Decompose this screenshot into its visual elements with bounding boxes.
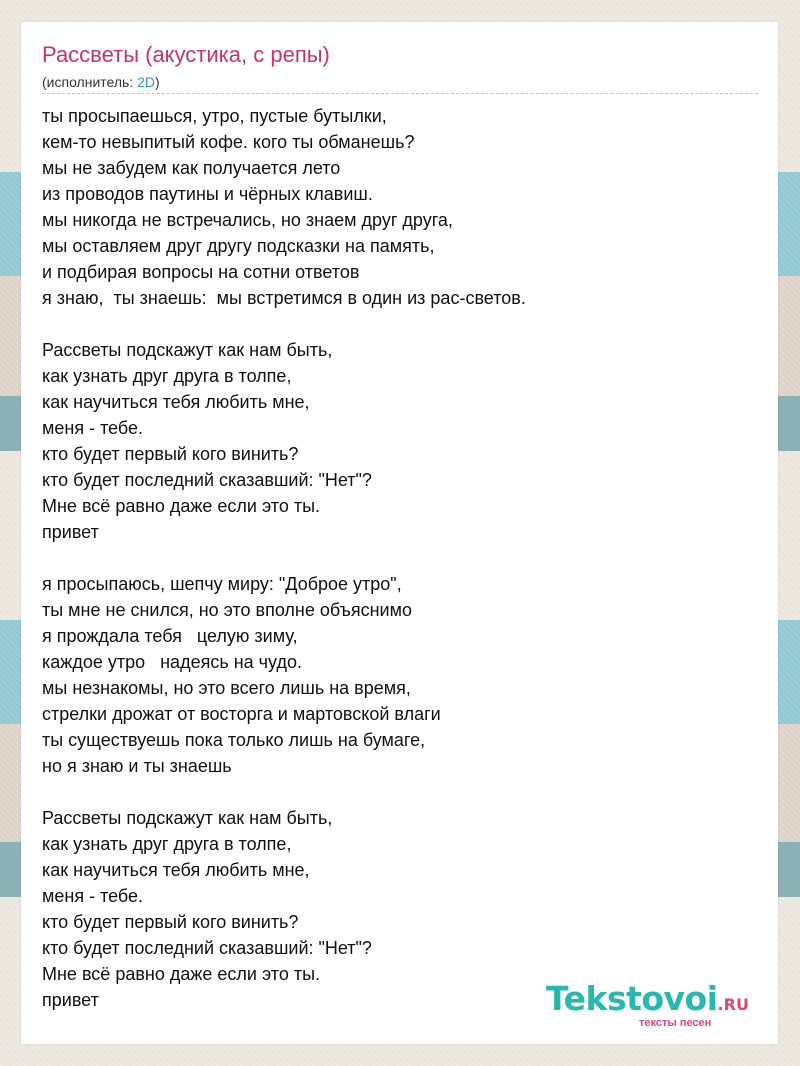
artist-suffix: ) [155,74,160,90]
title-divider [42,93,758,94]
artist-line [42,74,160,90]
logo-tld: .RU [717,995,749,1014]
lyrics-text: ты просыпаешься, утро, пустые бутылки, кем-то невыпитый кофе. кого ты обманешь? мы не забудем как получается лето из проводов паутины и чёрных клавиш. мы никогда не встречались, но знаем друг друга, мы оставляем друг другу подсказки на память, и подбирая вопросы на сотни ответов я знаю, ты знаешь: мы встретимся в один из рас-светов. Рассветы подскажут как нам быть, как узнать друг друга в толпе, как научиться тебя любить мне, меня - тебе. кто будет первый кого винить? кто будет последний сказавший: "Нет"? Мне всё равно даже если это ты. привет я просыпаюсь, шепчу миру: "Доброе утро", ты мне не снился, но это вполне объяснимо я прождала тебя целую зиму, каждое утро надеясь на чудо. мы незнакомы, но это всего лишь на время, стрелки дрожат от восторга и мартовской влаги ты существуешь пока только лишь на бумаге, но я знаю и ты знаешь Рассветы подскажут как нам быть, как узнать друг друга в толпе, как научиться тебя любить мне, меня - тебе. кто будет первый кого винить? кто будет последний сказавший: "Нет"? Мне всё равно даже если это ты. привет [42,106,526,1010]
artist-link[interactable]: 2D [137,74,155,90]
song-title: Рассветы (акустика, с репы) [42,42,330,67]
site-logo[interactable] [546,975,756,1045]
logo-tagline: тексты песен [639,1017,712,1029]
logo-name: Tekstovoi [546,979,718,1018]
artist-prefix: (исполнитель: [42,74,138,90]
lyrics-card [21,22,778,1044]
